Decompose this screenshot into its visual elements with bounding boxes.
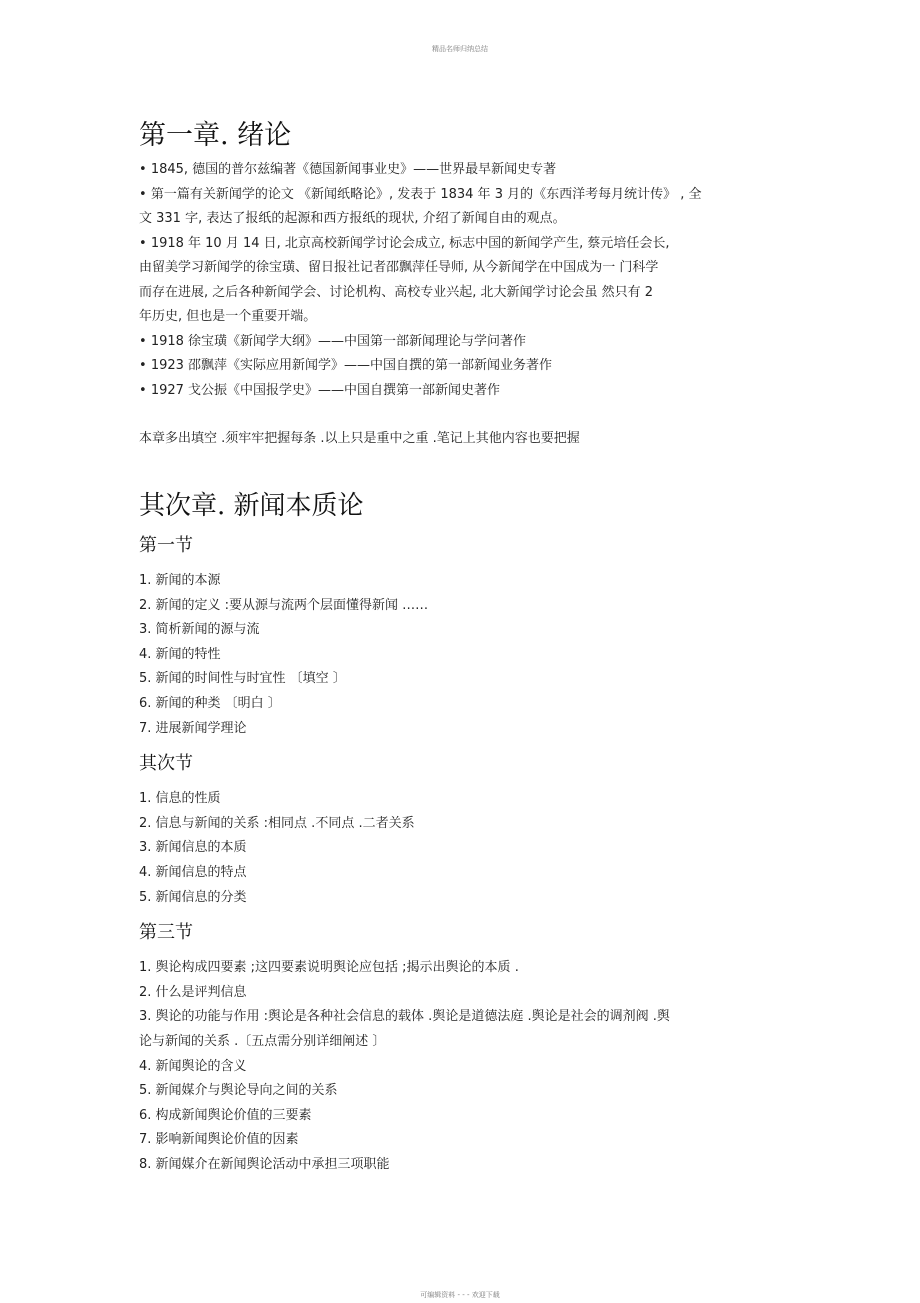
list-item: 8. 新闻媒介在新闻舆论活动中承担三项职能 — [139, 1156, 390, 1172]
list-item: 6. 构成新闻舆论价值的三要素 — [139, 1107, 312, 1123]
section-1-title: 第一节 — [139, 535, 193, 556]
list-item-continuation: 论与新闻的关系 .〔五点需分别详细阐述 〕 — [139, 1033, 386, 1049]
list-item: 7. 进展新闻学理论 — [139, 720, 247, 736]
chapter-2-title: 其次章. 新闻本质论 — [139, 491, 364, 521]
chapter-1-bullets — [139, 158, 791, 403]
list-item: 2. 什么是评判信息 — [139, 984, 247, 1000]
chapter-1-title: 第一章. 绪论 — [139, 120, 292, 151]
list-item: 3. 简析新闻的源与流 — [139, 622, 260, 638]
section-3-title: 第三节 — [139, 922, 193, 944]
document-body — [139, 116, 791, 1177]
section-1-list — [139, 569, 791, 741]
section-2-list — [139, 787, 791, 910]
list-item: 2. 新闻的定义 :要从源与流两个层面懂得新闻 …… — [139, 597, 429, 613]
list-item: 4. 新闻的特性 — [139, 646, 221, 662]
list-item: 5. 新闻的时间性与时宜性 〔填空 〕 — [139, 671, 346, 687]
bullet-line: • 1927 戈公振《中国报学史》——中国自撰第一部新闻史著作 — [139, 379, 791, 404]
list-item: 5. 新闻媒介与舆论导向之间的关系 — [139, 1083, 338, 1099]
chapter-1-note: 本章多出填空 .须牢牢把握每条 .以上只是重中之重 .笔记上其他内容也要把握 — [139, 431, 580, 446]
bullet-continuation: 年历史, 但也是一个重要开端。 — [139, 309, 317, 324]
list-item: 6. 新闻的种类 〔明白 〕 — [139, 695, 281, 711]
bullet-line: • 1923 邵飘萍《实际应用新闻学》——中国自撰的第一部新闻业务著作 — [139, 354, 791, 379]
bullet-line: • 第一篇有关新闻学的论文 《新闻纸略论》, 发表于 1834 年 3 月的《东西洋考每月统计传》 , 全 — [139, 183, 791, 208]
list-item: 1. 舆论构成四要素 ;这四要素说明舆论应包括 ;揭示出舆论的本质 . — [139, 960, 519, 976]
page-footer-note: 可编辑资料 - - - 欢迎下载 — [420, 1291, 500, 1299]
list-item: 4. 新闻舆论的含义 — [139, 1058, 247, 1074]
bullet-continuation: 文 331 字, 表达了报纸的起源和西方报纸的现状, 介绍了新闻自由的观点。 — [139, 211, 566, 226]
bullet-line: • 1918 年 10 月 14 日, 北京高校新闻学讨论会成立, 标志中国的新闻学产生, 蔡元培任会长, — [139, 232, 791, 257]
section-3-list — [139, 956, 791, 1177]
list-item: 7. 影响新闻舆论价值的因素 — [139, 1132, 299, 1148]
bullet-continuation: 由留美学习新闻学的徐宝璜、留日报社记者邵飘萍任导师, 从今新闻学在中国成为一 门科学 — [139, 260, 659, 275]
list-item: 3. 舆论的功能与作用 :舆论是各种社会信息的载体 .舆论是道德法庭 .舆论是社会的调剂阀 .舆 — [139, 1009, 670, 1025]
list-item: 1. 信息的性质 — [139, 791, 221, 807]
bullet-line: • 1845, 德国的普尔兹编著《德国新闻事业史》——世界最早新闻史专著 — [139, 158, 791, 183]
list-item: 2. 信息与新闻的关系 :相同点 .不同点 .二者关系 — [139, 815, 415, 831]
list-item: 3. 新闻信息的本质 — [139, 840, 247, 856]
bullet-continuation: 而存在进展, 之后各种新闻学会、讨论机构、高校专业兴起, 北大新闻学讨论会虽 然只有 2 — [139, 284, 654, 300]
section-2-title: 其次节 — [139, 753, 193, 775]
page-header-note: 精品名师归纳总结 — [432, 45, 488, 53]
list-item: 1. 新闻的本源 — [139, 573, 221, 588]
list-item: 4. 新闻信息的特点 — [139, 864, 247, 880]
list-item: 5. 新闻信息的分类 — [139, 889, 247, 905]
bullet-line: • 1918 徐宝璜《新闻学大纲》——中国第一部新闻理论与学问著作 — [139, 330, 791, 355]
